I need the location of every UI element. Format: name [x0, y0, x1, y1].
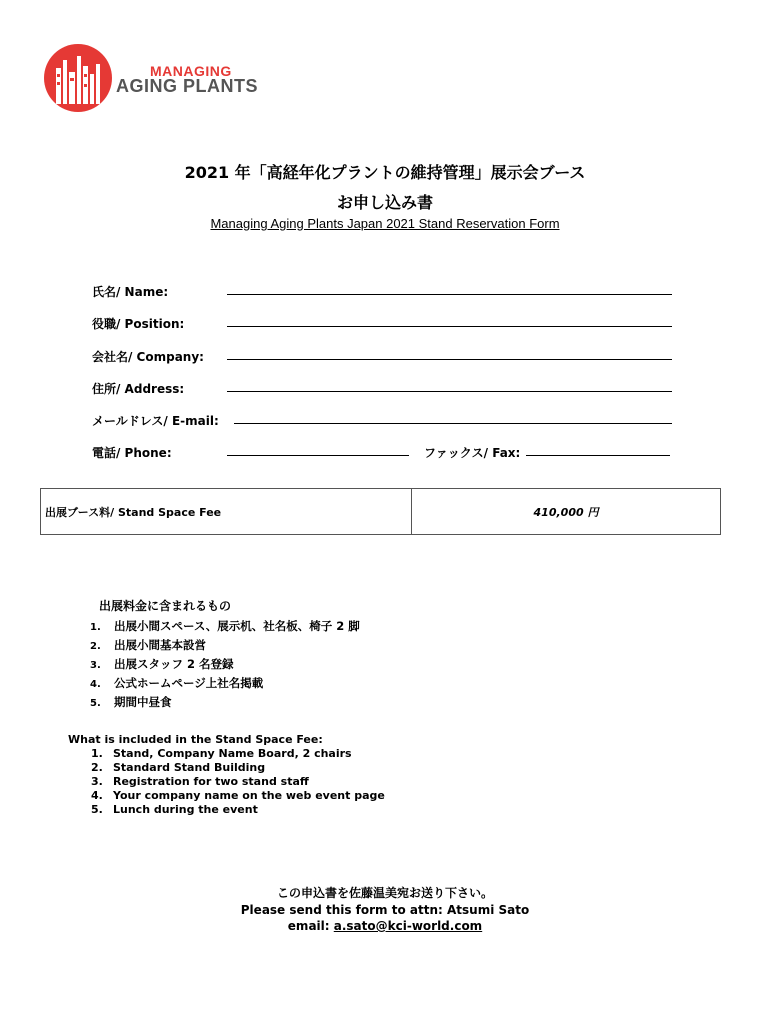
list-item-number: 1.: [90, 622, 101, 633]
email-label: メールドレス/ E-mail:: [92, 414, 219, 428]
page-title-line2: お申し込み書: [336, 193, 433, 212]
position-field[interactable]: [227, 326, 672, 327]
email-prefix: email:: [287, 919, 334, 933]
list-item-number: 4.: [91, 789, 103, 802]
list-item-text: 公式ホームページ上社名掲載: [114, 676, 264, 690]
stand-fee-value: 410,000 円: [533, 505, 599, 519]
page-subtitle: Managing Aging Plants Japan 2021 Stand Reservation Form: [210, 216, 560, 231]
phone-label: 電話/ Phone:: [92, 446, 172, 460]
included-jp-list: [90, 617, 360, 712]
list-item-text: Stand, Company Name Board, 2 chairs: [113, 747, 352, 760]
list-item-text: 出展小間基本設営: [114, 638, 206, 652]
list-item-number: 5.: [90, 698, 101, 709]
footer-instruction-jp: この申込書を佐藤温美宛お送り下さい。: [276, 886, 493, 900]
email-link[interactable]: a.sato@kci-world.com: [333, 919, 483, 933]
list-item: [90, 636, 360, 655]
list-item-number: 5.: [91, 803, 103, 816]
list-item-text: Lunch during the event: [113, 803, 258, 816]
name-label: 氏名/ Name:: [92, 285, 169, 299]
stand-fee-table: [40, 488, 721, 535]
footer-instruction-en: Please send this form to attn: Atsumi Sato: [240, 903, 530, 917]
list-item-number: 3.: [90, 660, 101, 671]
list-item-text: 出展小間スペース、展示机、社名板、椅子 2 脚: [114, 619, 360, 633]
address-label: 住所/ Address:: [92, 382, 185, 396]
list-item-text: Standard Stand Building: [113, 761, 266, 774]
list-item-text: 出展スタッフ 2 名登録: [114, 657, 234, 671]
logo-word-managing: MANAGING: [150, 63, 232, 79]
list-item: [91, 761, 385, 775]
address-field[interactable]: [227, 391, 672, 392]
stand-fee-label: 出展ブース料/ Stand Space Fee: [41, 489, 412, 534]
list-item: [91, 789, 385, 803]
list-item-text: Registration for two stand staff: [113, 775, 309, 788]
included-jp-heading: 出展料金に含まれるもの: [99, 599, 232, 613]
list-item-number: 2.: [91, 761, 103, 774]
list-item: [91, 775, 385, 789]
list-item: [90, 617, 360, 636]
list-item-text: Your company name on the web event page: [113, 789, 385, 802]
list-item-text: 期間中昼食: [114, 695, 172, 709]
list-item-number: 3.: [91, 775, 103, 788]
page-title: 2021 年「高経年化プラントの維持管理」展示会ブース: [184, 163, 586, 182]
list-item-number: 1.: [91, 747, 103, 760]
logo-word-aging-plants: AGING PLANTS: [116, 76, 259, 96]
included-en-list: [91, 747, 385, 817]
list-item: [90, 693, 360, 712]
list-item: [90, 655, 360, 674]
list-item: [91, 747, 385, 761]
phone-field[interactable]: [227, 455, 409, 456]
company-field[interactable]: [227, 359, 672, 360]
logo-mark-icon: [44, 44, 112, 112]
footer-email-line: [0, 919, 770, 933]
managing-aging-plants-logo: [44, 44, 274, 120]
list-item-number: 2.: [90, 641, 101, 652]
fax-field[interactable]: [526, 455, 670, 456]
list-item: [91, 803, 385, 817]
list-item-number: 4.: [90, 679, 101, 690]
list-item: [90, 674, 360, 693]
name-field[interactable]: [227, 294, 672, 295]
fax-label: ファックス/ Fax:: [424, 446, 521, 460]
position-label: 役職/ Position:: [92, 317, 185, 331]
included-en-heading: What is included in the Stand Space Fee:: [68, 733, 323, 746]
company-label: 会社名/ Company:: [92, 350, 204, 364]
email-field[interactable]: [234, 423, 672, 424]
